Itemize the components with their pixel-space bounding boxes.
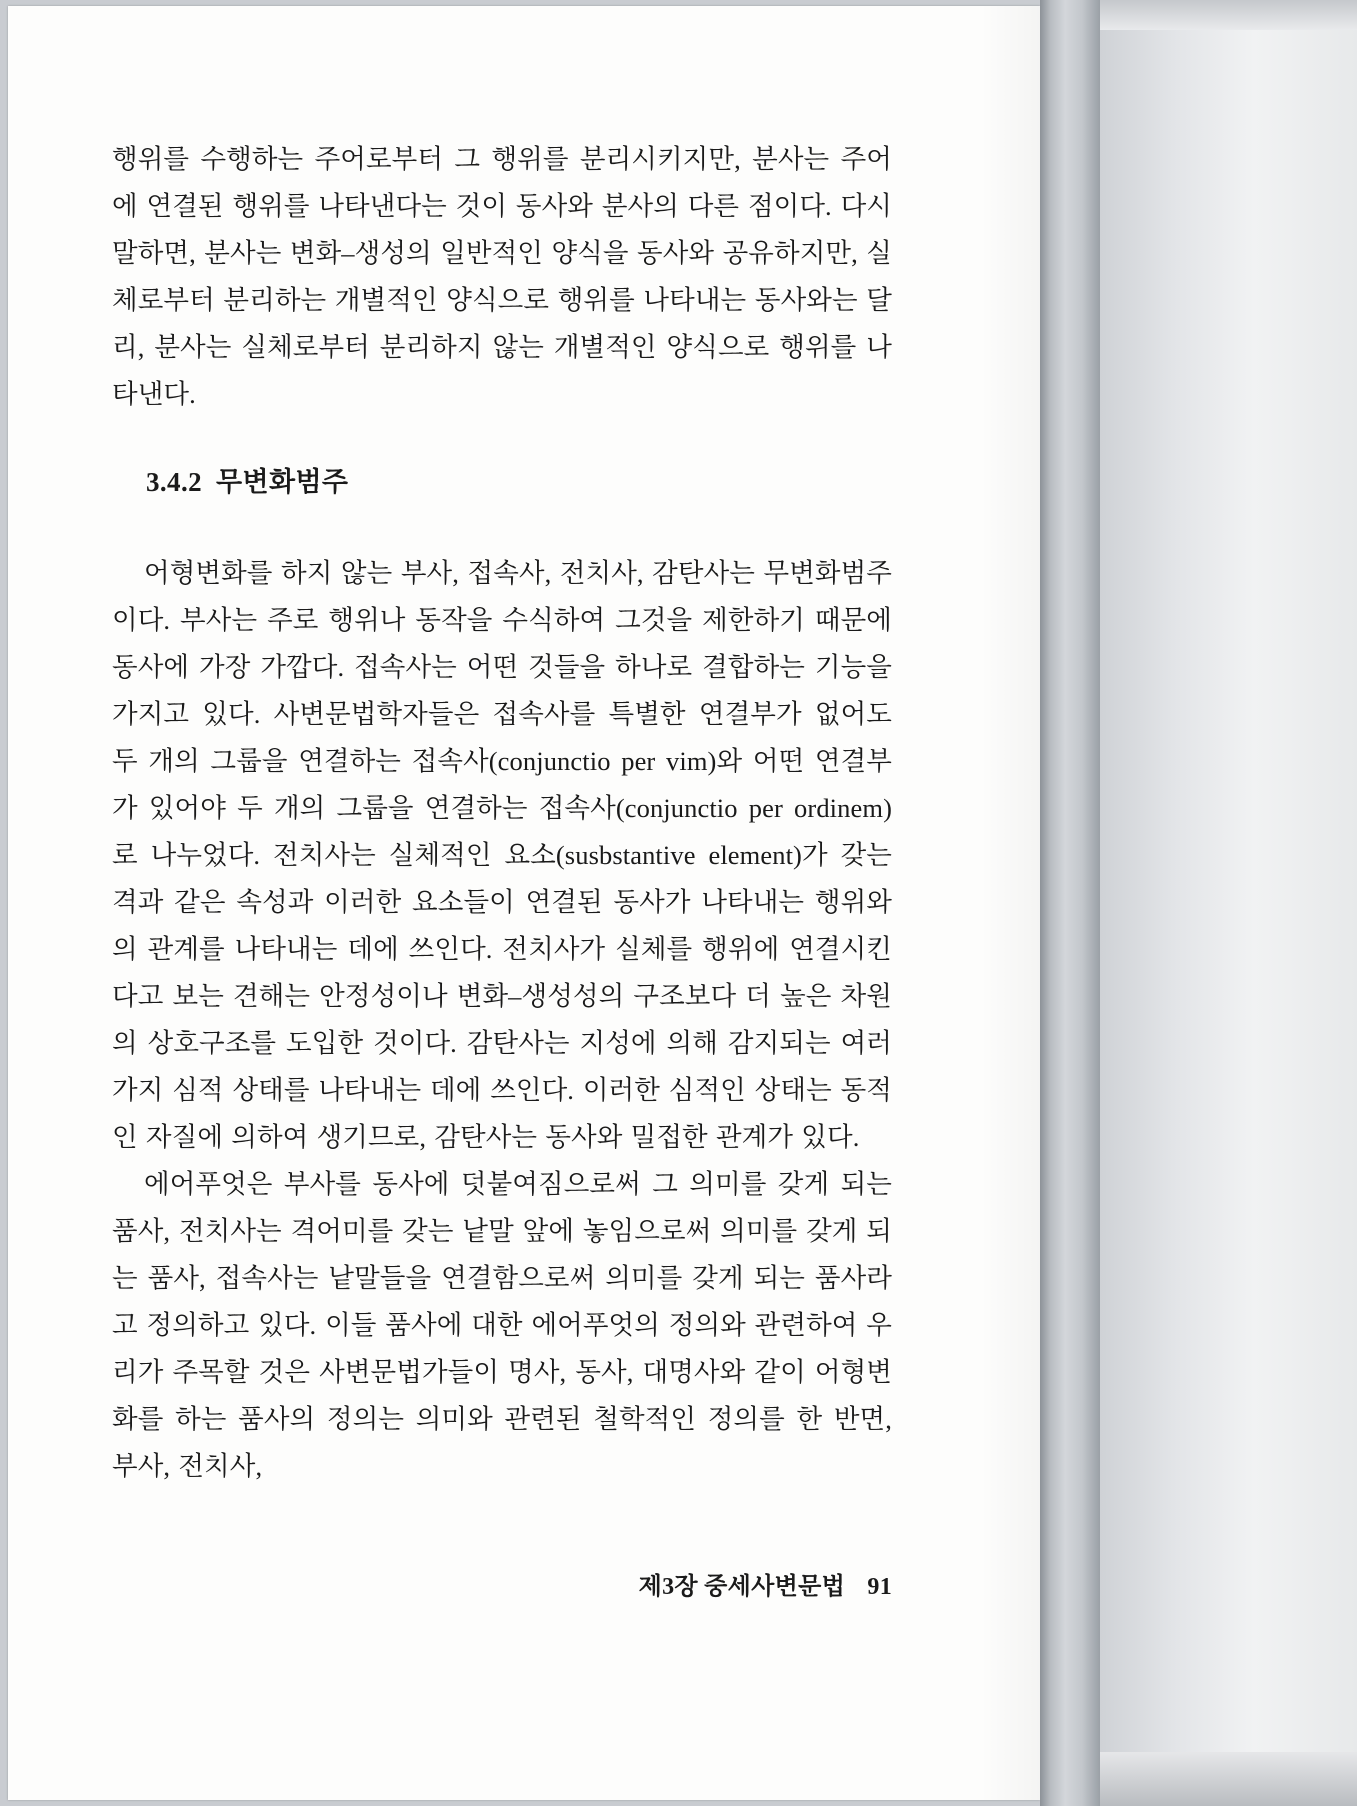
- body-paragraph-2: 어형변화를 하지 않는 부사, 접속사, 전치사, 감탄사는 무변화범주이다. 부사는 주로 행위나 동작을 수식하여 그것을 제한하기 때문에 동사에 가장 가깝다. 접속사는 어떤 것들을 하나로 결합하는 기능을 가지고 있다. 사변문법학자들은 접속사를 특별한 연결부가 없어도 두 개의 그룹을 연결하는 접속사(conjunctio per vim)와 어떤 연결부가 있어야 두 개의 그룹을 연결하는 접속사(conjunctio per ordinem)로 나누었다. 전치사는 실체적인 요소(susbstantive element)가 갖는 격과 같은 속성과 이러한 요소들이 연결된 동사가 나타내는 행위와의 관계를 나타내는 데에 쓰인다. 전치사가 실체를 행위에 연결시킨다고 보는 견해는 안정성이나 변화–생성성의 구조보다 더 높은 차원의 상호구조를 도입한 것이다. 감탄사는 지성에 의해 감지되는 여러 가지 심적 상태를 나타내는 데에 쓰인다. 이러한 심적인 상태는 동적인 자질에 의하여 생기므로, 감탄사는 동사와 밀접한 관계가 있다.: [112, 558, 892, 1152]
- section-heading: [146, 462, 892, 502]
- facing-page-bottom-shadow: [1100, 1752, 1357, 1806]
- body-paragraph-3: 에어푸엇은 부사를 동사에 덧붙여짐으로써 그 의미를 갖게 되는 품사, 전치사는 격어미를 갖는 낱말 앞에 놓임으로써 의미를 갖게 되는 품사, 접속사는 낱말들을 연결함으로써 의미를 갖게 되는 품사라고 정의하고 있다. 이들 품사에 대한 에어푸엇의 정의와 관련하여 우리가 주목할 것은 사변문법가들이 명사, 동사, 대명사와 같이 어형변화를 하는 품사의 정의는 의미와 관련된 철학적인 정의를 한 반면, 부사, 전치사,: [112, 1169, 892, 1481]
- footer-page-number: 91: [867, 1574, 892, 1600]
- facing-page-block: [1100, 0, 1357, 1806]
- body-paragraph-1: 행위를 수행하는 주어로부터 그 행위를 분리시키지만, 분사는 주어에 연결된 행위를 나타낸다는 것이 동사와 분사의 다른 점이다. 다시 말하면, 분사는 변화–생성의 일반적인 양식을 동사와 공유하지만, 실체로부터 분리하는 개별적인 양식으로 행위를 나타내는 동사와는 달리, 분사는 실체로부터 분리하지 않는 개별적인 양식으로 행위를 나타낸다.: [112, 144, 892, 409]
- page-text-column: [112, 136, 892, 1490]
- section-heading-title: 무변화범주: [216, 467, 349, 497]
- book-gutter-shadow: [1040, 0, 1100, 1806]
- section-heading-number: 3.4.2: [146, 467, 202, 497]
- page-footer: [112, 1566, 892, 1601]
- footer-chapter-label: 제3장 중세사변문법: [638, 1574, 846, 1600]
- book-page: [8, 6, 1040, 1800]
- facing-page-top-shadow: [1100, 0, 1357, 30]
- page-gutter-shading: [980, 6, 1040, 1800]
